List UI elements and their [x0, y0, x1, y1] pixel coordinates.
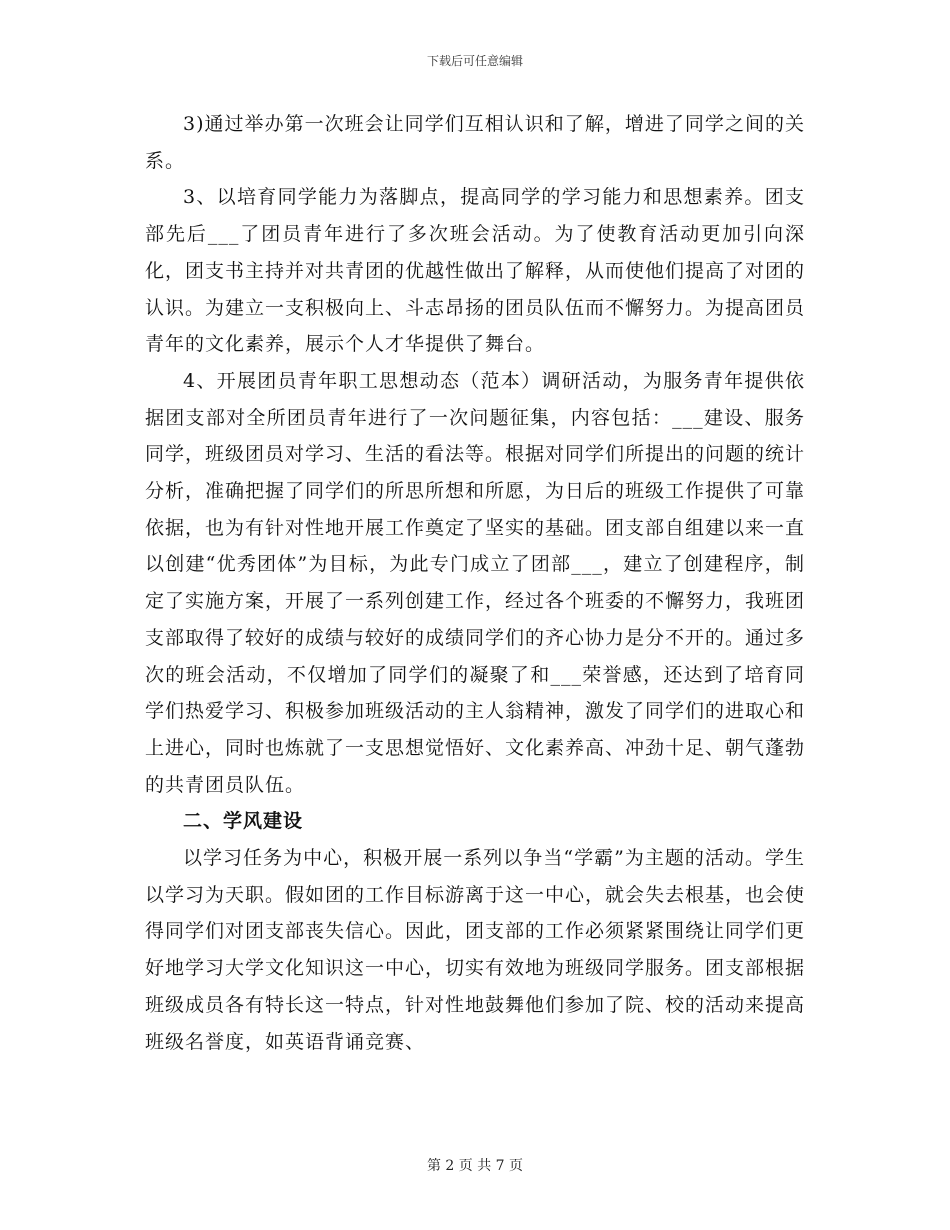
header-note: 下载后可任意编辑 [426, 54, 523, 68]
section-heading: 二、学风建设 [183, 810, 304, 833]
page-number: 第 2 页 共 7 页 [426, 1158, 524, 1174]
document-body [145, 106, 805, 1060]
paragraph: 4、开展团员青年职工思想动态（范本）调研活动，为服务青年提供依据团支部对全所团员青年进行了一次问题征集，内容包括：___建设、服务同学，班级团员对学习、生活的看法等。根据对同学们所提出的问题的统计分析，准确把握了同学们的所思所想和所愿，为日后的班级工作提供了可靠依据，也为有针对性地开展工作奠定了坚实的基础。团支部自组建以来一直以创建“优秀团体”为目标，为此专门成立了团部___，建立了创建程序，制定了实施方案，开展了一系列创建工作，经过各个班委的不懈努力，我班团支部取得了较好的成绩与较好的成绩同学们的齐心协力是分不开的。通过多次的班会活动，不仅增加了同学们的凝聚了和___荣誉感，还达到了培育同学们热爱学习、积极参加班级活动的主人翁精神，激发了同学们的进取心和上进心，同时也炼就了一支思想觉悟好、文化素养高、冲劲十足、朝气蓬勃的共青团员队伍。 [145, 369, 806, 796]
paragraph: 3)通过举办第一次班会让同学们互相认识和了解，增进了同学之间的关系。 [145, 113, 805, 172]
paragraph: 3、以培育同学能力为落脚点，提高同学的学习能力和思想素养。团支部先后___了团员青年进行了多次班会活动。为了使教育活动更加引向深化，团支书主持并对共青团的优越性做出了解释，从而使他们提高了对团的认识。为建立一支积极向上、斗志昂扬的团员队伍而不懈努力。为提高团员青年的文化素养，展示个人才华提供了舞台。 [145, 186, 806, 356]
paragraph: 以学习任务为中心，积极开展一系列以争当“学霸”为主题的活动。学生以学习为天职。假如团的工作目标游离于这一中心，就会失去根基，也会使得同学们对团支部丧失信心。因此，团支部的工作必须紧紧围绕让同学们更好地学习大学文化知识这一中心，切实有效地为班级同学服务。团支部根据班级成员各有特长这一特点，针对性地鼓舞他们参加了院、校的活动来提高班级名誉度，如英语背诵竞赛、 [145, 847, 806, 1053]
